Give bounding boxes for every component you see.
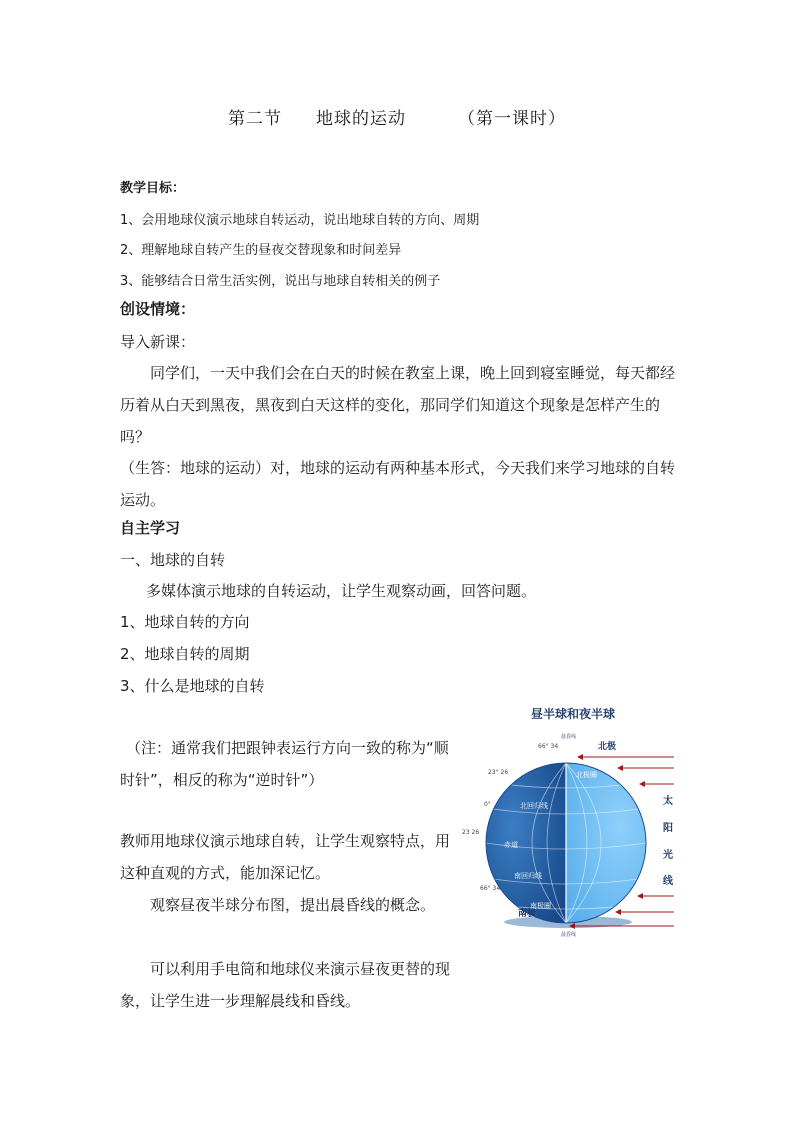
day-night-figure bbox=[458, 700, 678, 960]
label-equator: 赤道 bbox=[504, 841, 518, 849]
terminator-label-top: 晨昏线 bbox=[561, 734, 577, 740]
observe-paragraph: 观察昼夜半球分布图，提出晨昏线的概念。 bbox=[150, 896, 436, 914]
sun-ray-char-1: 太 bbox=[663, 796, 673, 807]
terminator-label-bottom: 晨昏线 bbox=[561, 932, 577, 938]
lat-23-south: 23 26 bbox=[462, 829, 480, 836]
answer-paragraph: （生答：地球的运动）对，地球的运动有两种基本形式，今天我们来学习地球的自转运动。 bbox=[120, 459, 676, 509]
goals-heading: 教学目标： bbox=[120, 181, 186, 196]
flashlight-paragraph: 可以利用手电筒和地球仪来演示昼夜更替的现象，让学生进一步理解晨线和昏线。 bbox=[120, 960, 451, 1010]
label-tropic-s: 南回归线 bbox=[514, 872, 542, 880]
goal-item-2: 2、理解地球自转产生的昼夜交替现象和时间差异 bbox=[120, 243, 402, 258]
title-period: （第一课时） bbox=[458, 109, 566, 129]
title-section: 第二节 bbox=[228, 109, 282, 129]
lat-66-south: 66° 34 bbox=[480, 885, 501, 892]
study-subheading: 一、地球的自转 bbox=[120, 551, 226, 569]
goal-item-3: 3、能够结合日常生活实例，说出与地球自转相关的例子 bbox=[120, 274, 441, 289]
title-topic: 地球的运动 bbox=[316, 109, 406, 129]
north-pole-label: 北极 bbox=[598, 742, 617, 752]
intro-paragraph: 同学们，一天中我们会在白天的时候在教室上课，晚上回到寝室睡觉，每天都经历着从白天到黑夜，黑夜到白天这样的变化，那同学们知道这个现象是怎样产生的吗？ bbox=[120, 364, 676, 446]
study-instruction: 多媒体演示地球的自转运动，让学生观察动画，回答问题。 bbox=[146, 582, 537, 600]
lat-66-north: 66° 34 bbox=[538, 743, 559, 750]
clockwise-note: （注：通常我们把跟钟表运行方向一致的称为“顺时针”，相反的称为“逆时针”） bbox=[120, 739, 449, 789]
teacher-paragraph: 教师用地球仪演示地球自转，让学生观察特点，用这种直观的方式，能加深记忆。 bbox=[120, 832, 451, 882]
label-tropic-n: 北回归线 bbox=[520, 802, 548, 810]
south-pole-label: 南极 bbox=[518, 909, 537, 919]
intro-label: 导入新课： bbox=[120, 333, 196, 351]
label-antarctic: 南极圈 bbox=[530, 902, 551, 910]
goal-item-1: 1、会用地球仪演示地球自转运动，说出地球自转的方向、周期 bbox=[120, 213, 480, 228]
day-hemisphere bbox=[566, 755, 656, 935]
lat-0: 0° bbox=[484, 801, 491, 808]
question-1: 1、地球自转的方向 bbox=[120, 613, 250, 631]
sun-ray-char-2: 阳 bbox=[663, 823, 673, 834]
lat-23-north: 23° 26 bbox=[488, 769, 509, 776]
sun-ray-char-4: 线 bbox=[663, 876, 673, 887]
context-heading: 创设情境： bbox=[120, 300, 196, 318]
sun-ray-char-3: 光 bbox=[663, 850, 673, 861]
study-heading: 自主学习 bbox=[120, 519, 181, 537]
figure-title: 昼半球和夜半球 bbox=[530, 707, 616, 721]
question-2: 2、地球自转的周期 bbox=[120, 645, 250, 663]
question-3: 3、什么是地球的自转 bbox=[120, 677, 265, 695]
label-arctic: 北极圈 bbox=[576, 771, 597, 779]
page-title bbox=[0, 104, 794, 129]
night-hemisphere bbox=[478, 755, 566, 935]
